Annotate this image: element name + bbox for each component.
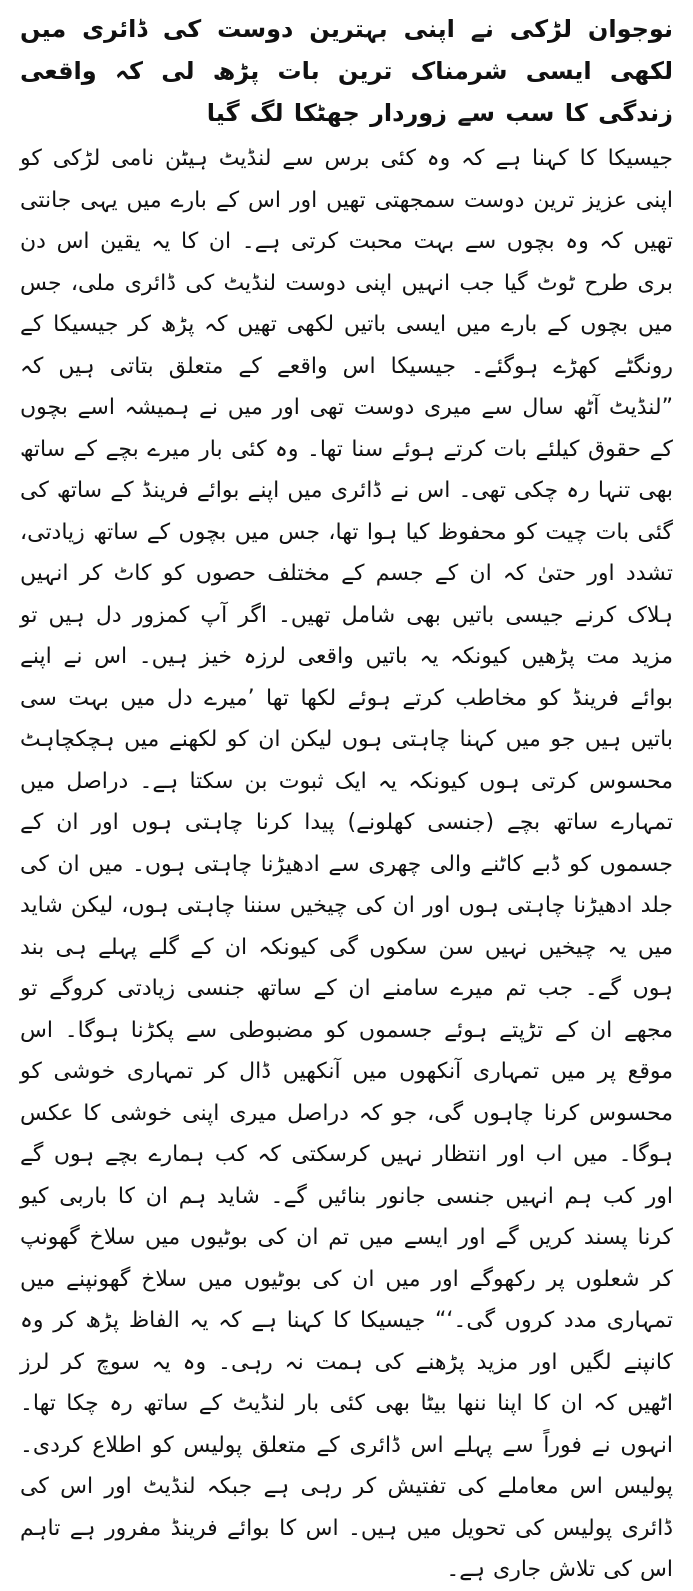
article-headline: نوجوان لڑکی نے اپنی بہترین دوست کی ڈائری میں لکھی ایسی شرمناک ترین بات پڑھ لی کہ واقعی زندگی کا سب سے زوردار جھٹکا لگ گیا xyxy=(20,15,673,127)
article-body: جیسیکا کا کہنا ہے کہ وہ کئی برس سے لنڈیٹ ہیٹن نامی لڑکی کو اپنی عزیز ترین دوست سمجھتی تھیں اور اس کے بارے میں یہی جانتی تھیں کہ وہ بچوں سے بہت محبت کرتی ہے۔ ان کا یہ یقین اس دن بری طرح ٹوٹ گیا جب انہیں اپنی دوست لنڈیٹ کی ڈائری ملی، جس میں بچوں کے بارے میں ایسی باتیں لکھی تھیں کہ پڑھ کر جیسیکا کے رونگٹے کھڑے ہوگئے۔ جیسیکا اس واقعے کے متعلق بتاتی ہیں کہ ”لنڈیٹ آٹھ سال سے میری دوست تھی اور میں نے ہمیشہ اسے بچوں کے حقوق کیلئے بات کرتے ہوئے سنا تھا۔ وہ کئی بار میرے بچے کے ساتھ بھی تنہا رہ چکی تھی۔ اس نے ڈائری میں اپنے بوائے فرینڈ کے ساتھ کی گئی بات چیت کو محفوظ کیا ہوا تھا، جس میں بچوں کے ساتھ زیادتی، تشدد اور حتیٰ کہ ان کے جسم کے مختلف حصوں کو کاٹ کر انہیں ہلاک کرنے جیسی باتیں بھی شامل تھیں۔ اگر آپ کمزور دل ہیں تو مزید مت پڑھیں کیونکہ یہ باتیں واقعی لرزہ خیز ہیں۔ اس نے اپنے بوائے فرینڈ کو مخاطب کرتے ہوئے لکھا تھا ’میرے دل میں بہت سی باتیں ہیں جو میں کہنا چاہتی ہوں لیکن ان کو لکھنے میں ہچکچاہٹ محسوس کرتی ہوں کیونکہ یہ ایک ثبوت بن سکتا ہے۔ دراصل میں تمہارے ساتھ بچے (جنسی کھلونے) پیدا کرنا چاہتی ہوں اور ان کے جسموں کو ڈبے کاٹنے والی چھری سے ادھیڑنا چاہتی ہوں۔ میں ان کی جلد ادھیڑنا چاہتی ہوں اور ان کی چیخیں سننا چاہتی ہوں، لیکن شاید میں یہ چیخیں نہیں سن سکوں گی کیونکہ ان کے گلے پہلے ہی بند ہوں گے۔ جب تم میرے سامنے ان کے ساتھ جنسی زیادتی کروگے تو مجھے ان کے تڑپتے ہوئے جسموں کو مضبوطی سے پکڑنا ہوگا۔ اس موقع پر میں تمہاری آنکھوں میں آنکھیں ڈال کر تمہاری خوشی کو محسوس کرنا چاہوں گی، جو کہ دراصل میری اپنی خوشی کا عکس ہوگا۔ میں اب اور انتظار نہیں کرسکتی کہ کب ہمارے بچے ہوں گے اور کب ہم انہیں جنسی جانور بنائیں گے۔ شاید ہم ان کا باربی کیو کرنا پسند کریں گے اور ایسے میں تم ان کی بوٹیوں میں سلاخ گھونپ کر شعلوں پر رکھوگے اور میں ان کی بوٹیوں میں سلاخ گھونپنے میں تمہاری مدد کروں گی۔‘“ جیسیکا کا کہنا ہے کہ یہ الفاظ پڑھ کر وہ کانپنے لگیں اور مزید پڑھنے کی ہمت نہ رہی۔ وہ یہ سوچ کر لرز اٹھیں کہ ان کا اپنا ننھا بیٹا بھی کئی بار لنڈیٹ کے ساتھ رہ چکا تھا۔ انہوں نے فوراً سے پہلے اس ڈائری کے متعلق پولیس کو اطلاع کردی۔ پولیس اس معاملے کی تفتیش کر رہی ہے جبکہ لنڈیٹ اور اس کی ڈائری پولیس کی تحویل میں ہیں۔ اس کا بوائے فرینڈ مفرور ہے تاہم اس کی تلاش جاری ہے۔ xyxy=(20,146,673,1582)
